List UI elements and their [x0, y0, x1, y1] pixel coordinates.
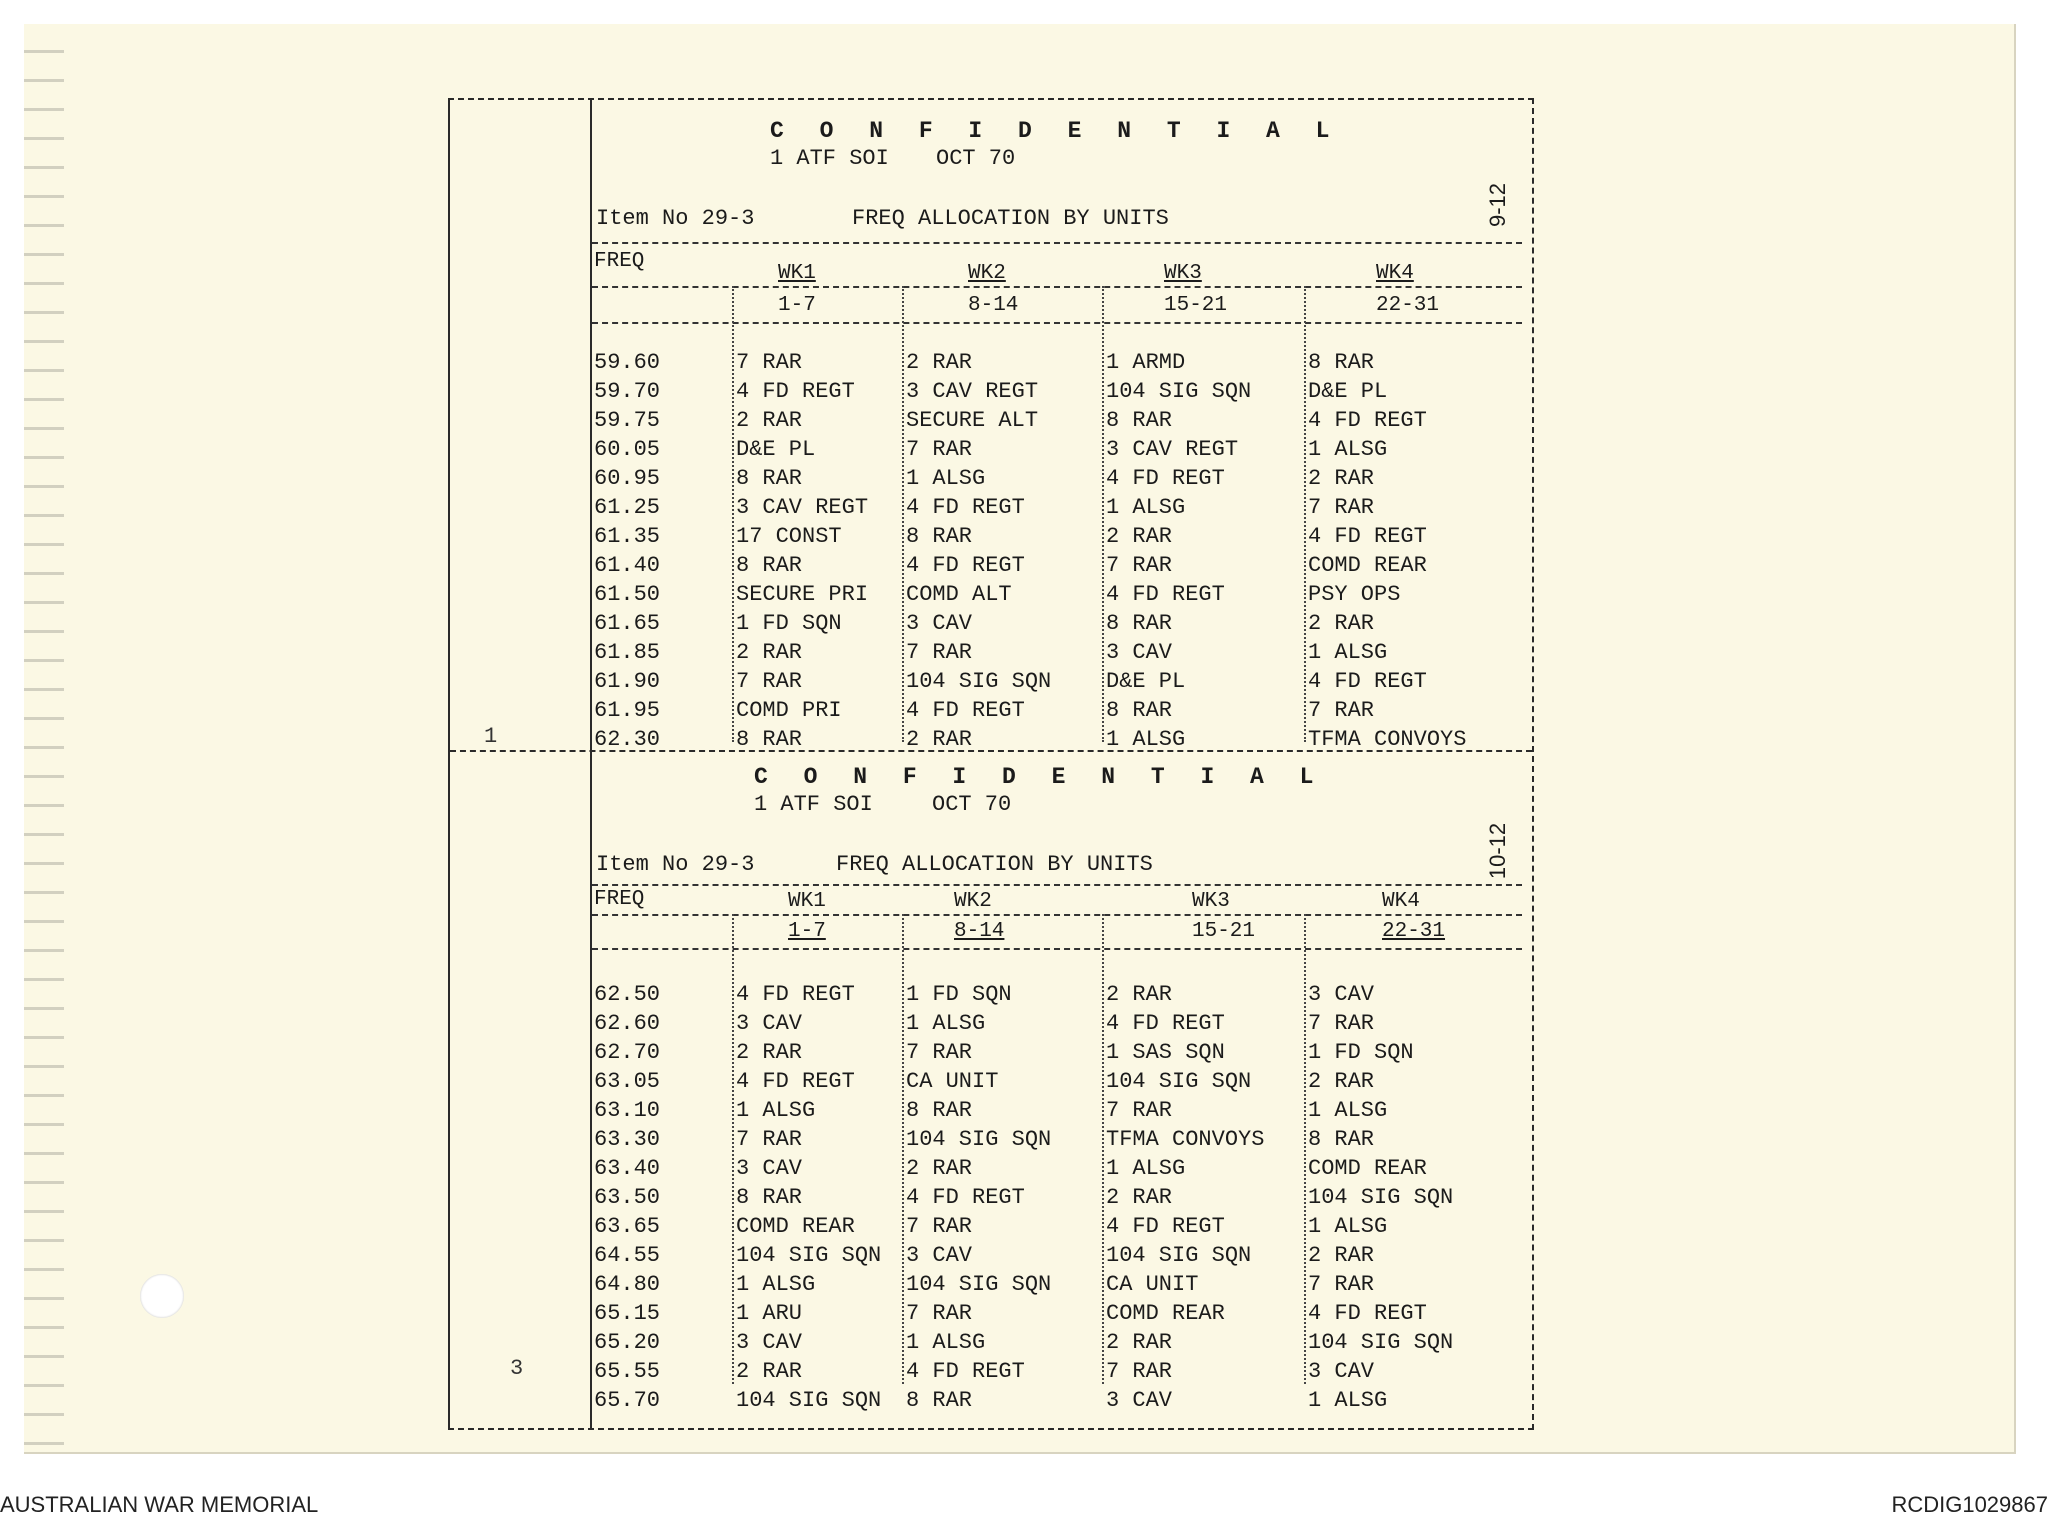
row-frequency: 59.75: [594, 408, 661, 433]
row-wk2-unit: 8 RAR: [906, 524, 973, 549]
row-wk2-unit: 104 SIG SQN: [906, 1127, 1052, 1152]
row-wk2-unit: 1 ALSG: [906, 466, 986, 491]
row-frequency: 62.70: [594, 1040, 661, 1065]
row-wk4-unit: 1 ALSG: [1308, 640, 1388, 665]
table-row: [592, 466, 1532, 495]
row-wk2-unit: 4 FD REGT: [906, 495, 1025, 520]
row-frequency: 63.10: [594, 1098, 661, 1123]
row-wk2-unit: 1 FD SQN: [906, 982, 1012, 1007]
row-wk4-unit: 1 ALSG: [1308, 437, 1388, 462]
row-wk4-unit: 1 ALSG: [1308, 1214, 1388, 1239]
row-wk4-unit: TFMA CONVOYS: [1308, 727, 1467, 752]
row-wk3-unit: 2 RAR: [1106, 1185, 1173, 1210]
row-wk2-unit: 3 CAV: [906, 611, 973, 636]
row-wk1-unit: 1 ARU: [736, 1301, 803, 1326]
row-wk1-unit: 4 FD REGT: [736, 379, 855, 404]
row-wk4-unit: COMD REAR: [1308, 1156, 1427, 1181]
row-wk4-unit: 7 RAR: [1308, 1272, 1375, 1297]
row-frequency: 65.55: [594, 1359, 661, 1384]
row-frequency: 62.50: [594, 982, 661, 1007]
table-row: [592, 1127, 1532, 1156]
row-wk2-unit: 7 RAR: [906, 1214, 973, 1239]
row-wk3-unit: 7 RAR: [1106, 553, 1173, 578]
row-frequency: 59.60: [594, 350, 661, 375]
row-wk2-unit: 4 FD REGT: [906, 553, 1025, 578]
table-row: [592, 1185, 1532, 1214]
allocation-card-1: [592, 110, 1532, 750]
range-header-4: 22-31: [1382, 920, 1446, 943]
row-wk2-unit: 4 FD REGT: [906, 1185, 1025, 1210]
row-frequency: 64.55: [594, 1243, 661, 1268]
row-wk4-unit: 4 FD REGT: [1308, 408, 1427, 433]
row-wk2-unit: 2 RAR: [906, 350, 973, 375]
row-wk4-unit: 8 RAR: [1308, 350, 1375, 375]
table-row: [592, 524, 1532, 553]
table-row: [592, 640, 1532, 669]
row-frequency: 61.65: [594, 611, 661, 636]
table-row: [592, 1301, 1532, 1330]
row-frequency: 62.60: [594, 1011, 661, 1036]
row-wk3-unit: 104 SIG SQN: [1106, 379, 1252, 404]
row-wk3-unit: 8 RAR: [1106, 611, 1173, 636]
table-row: [592, 1214, 1532, 1243]
row-frequency: 65.70: [594, 1388, 661, 1413]
table-row: [592, 1011, 1532, 1040]
row-wk2-unit: 7 RAR: [906, 640, 973, 665]
row-wk1-unit: 7 RAR: [736, 350, 803, 375]
row-wk2-unit: 104 SIG SQN: [906, 669, 1052, 694]
table-row: [592, 1156, 1532, 1185]
row-wk1-unit: 3 CAV REGT: [736, 495, 869, 520]
row-wk1-unit: COMD PRI: [736, 698, 842, 723]
row-wk2-unit: 2 RAR: [906, 1156, 973, 1181]
range-header-4: 22-31: [1376, 294, 1440, 317]
row-wk1-unit: 8 RAR: [736, 727, 803, 752]
row-wk4-unit: 8 RAR: [1308, 1127, 1375, 1152]
row-frequency: 61.95: [594, 698, 661, 723]
row-wk1-unit: 8 RAR: [736, 553, 803, 578]
row-wk4-unit: 2 RAR: [1308, 466, 1375, 491]
footer-record-id: RCDIG1029867: [1891, 1492, 2048, 1517]
row-wk4-unit: COMD REAR: [1308, 553, 1427, 578]
row-wk2-unit: 7 RAR: [906, 437, 973, 462]
row-wk4-unit: 2 RAR: [1308, 1243, 1375, 1268]
row-wk3-unit: D&E PL: [1106, 669, 1186, 694]
torn-binding-edge: [24, 24, 64, 1452]
table-row: [592, 982, 1532, 1011]
header-rule-top: [592, 242, 1522, 244]
row-wk1-unit: D&E PL: [736, 437, 816, 462]
row-wk2-unit: 3 CAV REGT: [906, 379, 1039, 404]
table-row: [592, 379, 1532, 408]
row-frequency: 62.30: [594, 727, 661, 752]
table-row: [592, 350, 1532, 379]
month-label: OCT 70: [932, 792, 1012, 817]
row-wk2-unit: 1 ALSG: [906, 1330, 986, 1355]
row-wk3-unit: TFMA CONVOYS: [1106, 1127, 1265, 1152]
row-wk1-unit: 2 RAR: [736, 408, 803, 433]
row-frequency: 63.50: [594, 1185, 661, 1210]
row-wk4-unit: PSY OPS: [1308, 582, 1401, 607]
row-wk1-unit: 2 RAR: [736, 640, 803, 665]
table-row: [592, 1098, 1532, 1127]
week-header-2: WK2: [954, 890, 992, 913]
row-wk4-unit: 1 FD SQN: [1308, 1040, 1414, 1065]
table-title: FREQ ALLOCATION BY UNITS: [836, 852, 1153, 877]
range-header-2: 8-14: [954, 920, 1005, 943]
row-wk1-unit: 4 FD REGT: [736, 1069, 855, 1094]
soi-label: 1 ATF SOI: [754, 792, 873, 817]
allocation-card-2: [592, 756, 1532, 1413]
row-wk3-unit: 2 RAR: [1106, 1330, 1173, 1355]
margin-mark-upper: 1: [484, 724, 498, 749]
row-wk3-unit: 4 FD REGT: [1106, 582, 1225, 607]
footer-credit: AUSTRALIAN WAR MEMORIAL: [0, 1492, 319, 1517]
row-wk1-unit: COMD REAR: [736, 1214, 855, 1239]
row-wk4-unit: 4 FD REGT: [1308, 669, 1427, 694]
table-row: [592, 408, 1532, 437]
row-wk2-unit: 8 RAR: [906, 1098, 973, 1123]
row-wk3-unit: COMD REAR: [1106, 1301, 1225, 1326]
row-wk3-unit: 8 RAR: [1106, 408, 1173, 433]
row-wk1-unit: SECURE PRI: [736, 582, 869, 607]
row-wk3-unit: 2 RAR: [1106, 982, 1173, 1007]
row-wk1-unit: 1 ALSG: [736, 1272, 816, 1297]
row-frequency: 63.30: [594, 1127, 661, 1152]
freq-column-header: FREQ: [594, 250, 645, 273]
row-wk1-unit: 3 CAV: [736, 1011, 803, 1036]
row-wk3-unit: 104 SIG SQN: [1106, 1243, 1252, 1268]
confidential-heading: C O N F I D E N T I A L: [754, 764, 1325, 790]
row-wk4-unit: 1 ALSG: [1308, 1098, 1388, 1123]
week-header-3: WK3: [1164, 262, 1202, 285]
row-frequency: 65.15: [594, 1301, 661, 1326]
table-row: [592, 698, 1532, 727]
row-wk3-unit: 8 RAR: [1106, 698, 1173, 723]
row-wk4-unit: 3 CAV: [1308, 1359, 1375, 1384]
table-row: [592, 1388, 1532, 1417]
range-header-1: 1-7: [778, 294, 816, 317]
row-wk3-unit: 3 CAV: [1106, 640, 1173, 665]
margin-mark-lower: 3: [510, 1356, 524, 1381]
table-row: [592, 495, 1532, 524]
row-frequency: 61.90: [594, 669, 661, 694]
row-wk4-unit: 1 ALSG: [1308, 1388, 1388, 1413]
table-title: FREQ ALLOCATION BY UNITS: [852, 206, 1169, 231]
row-frequency: 63.40: [594, 1156, 661, 1181]
row-wk2-unit: 2 RAR: [906, 727, 973, 752]
row-wk2-unit: 4 FD REGT: [906, 1359, 1025, 1384]
row-wk1-unit: 3 CAV: [736, 1330, 803, 1355]
row-frequency: 60.95: [594, 466, 661, 491]
row-wk1-unit: 8 RAR: [736, 1185, 803, 1210]
row-frequency: 61.35: [594, 524, 661, 549]
row-frequency: 61.50: [594, 582, 661, 607]
row-wk2-unit: COMD ALT: [906, 582, 1012, 607]
row-wk1-unit: 2 RAR: [736, 1359, 803, 1384]
row-wk3-unit: 4 FD REGT: [1106, 1214, 1225, 1239]
row-wk2-unit: 104 SIG SQN: [906, 1272, 1052, 1297]
row-wk2-unit: 4 FD REGT: [906, 698, 1025, 723]
row-wk4-unit: 3 CAV: [1308, 982, 1375, 1007]
table-row: [592, 611, 1532, 640]
table-row: [592, 1040, 1532, 1069]
item-line: [596, 852, 1153, 877]
freq-column-header: FREQ: [594, 888, 645, 911]
header-rule-top: [592, 884, 1522, 886]
row-frequency: 64.80: [594, 1272, 661, 1297]
row-wk1-unit: 8 RAR: [736, 466, 803, 491]
row-wk3-unit: 2 RAR: [1106, 524, 1173, 549]
row-wk2-unit: CA UNIT: [906, 1069, 999, 1094]
row-wk2-unit: 1 ALSG: [906, 1011, 986, 1036]
row-wk3-unit: CA UNIT: [1106, 1272, 1199, 1297]
row-wk4-unit: 104 SIG SQN: [1308, 1185, 1454, 1210]
row-frequency: 63.05: [594, 1069, 661, 1094]
document-page: [24, 24, 2016, 1454]
row-wk2-unit: SECURE ALT: [906, 408, 1039, 433]
range-header-3: 15-21: [1164, 294, 1228, 317]
range-header-3: 15-21: [1192, 920, 1256, 943]
row-wk4-unit: D&E PL: [1308, 379, 1388, 404]
row-wk3-unit: 1 SAS SQN: [1106, 1040, 1225, 1065]
row-frequency: 59.70: [594, 379, 661, 404]
row-wk3-unit: 104 SIG SQN: [1106, 1069, 1252, 1094]
row-wk3-unit: 1 ALSG: [1106, 727, 1186, 752]
row-wk4-unit: 4 FD REGT: [1308, 1301, 1427, 1326]
week-header-2: WK2: [968, 262, 1006, 285]
row-frequency: 63.65: [594, 1214, 661, 1239]
item-number: Item No 29-3: [596, 852, 755, 877]
table-row: [592, 727, 1532, 756]
week-header-3: WK3: [1192, 890, 1230, 913]
row-wk4-unit: 104 SIG SQN: [1308, 1330, 1454, 1355]
range-header-2: 8-14: [968, 294, 1019, 317]
table-row: [592, 1359, 1532, 1388]
row-wk4-unit: 2 RAR: [1308, 1069, 1375, 1094]
row-wk2-unit: 7 RAR: [906, 1301, 973, 1326]
row-wk1-unit: 1 ALSG: [736, 1098, 816, 1123]
row-wk1-unit: 3 CAV: [736, 1156, 803, 1181]
row-wk4-unit: 7 RAR: [1308, 495, 1375, 520]
week-header-1: WK1: [788, 890, 826, 913]
row-wk3-unit: 3 CAV: [1106, 1388, 1173, 1413]
punch-hole: [140, 1274, 184, 1318]
row-wk1-unit: 2 RAR: [736, 1040, 803, 1065]
row-wk2-unit: 3 CAV: [906, 1243, 973, 1268]
row-frequency: 65.20: [594, 1330, 661, 1355]
page-mark: 9-12: [1485, 182, 1511, 228]
row-wk1-unit: 104 SIG SQN: [736, 1243, 882, 1268]
row-wk3-unit: 7 RAR: [1106, 1359, 1173, 1384]
row-wk4-unit: 7 RAR: [1308, 1011, 1375, 1036]
table-row: [592, 669, 1532, 698]
row-wk1-unit: 1 FD SQN: [736, 611, 842, 636]
table-row: [592, 1243, 1532, 1272]
week-header-4: WK4: [1382, 890, 1420, 913]
row-wk4-unit: 2 RAR: [1308, 611, 1375, 636]
page-mark: 10-12: [1485, 822, 1511, 880]
item-line: [596, 206, 1169, 231]
row-frequency: 61.25: [594, 495, 661, 520]
table-row: [592, 582, 1532, 611]
row-wk2-unit: 8 RAR: [906, 1388, 973, 1413]
item-number: Item No 29-3: [596, 206, 755, 231]
table-row: [592, 553, 1532, 582]
row-frequency: 61.40: [594, 553, 661, 578]
week-header-4: WK4: [1376, 262, 1414, 285]
row-wk1-unit: 17 CONST: [736, 524, 842, 549]
row-wk4-unit: 4 FD REGT: [1308, 524, 1427, 549]
row-wk1-unit: 7 RAR: [736, 669, 803, 694]
row-frequency: 61.85: [594, 640, 661, 665]
row-wk3-unit: 3 CAV REGT: [1106, 437, 1239, 462]
table-row: [592, 437, 1532, 466]
row-wk3-unit: 1 ALSG: [1106, 1156, 1186, 1181]
row-wk4-unit: 7 RAR: [1308, 698, 1375, 723]
row-wk1-unit: 4 FD REGT: [736, 982, 855, 1007]
table-row: [592, 1069, 1532, 1098]
row-wk3-unit: 4 FD REGT: [1106, 1011, 1225, 1036]
typed-sheet: [448, 98, 1534, 1430]
row-wk2-unit: 7 RAR: [906, 1040, 973, 1065]
table-row: [592, 1272, 1532, 1301]
soi-label: 1 ATF SOI: [770, 146, 889, 171]
row-wk1-unit: 7 RAR: [736, 1127, 803, 1152]
row-wk3-unit: 7 RAR: [1106, 1098, 1173, 1123]
confidential-heading: C O N F I D E N T I A L: [770, 118, 1341, 144]
month-label: OCT 70: [936, 146, 1016, 171]
row-wk1-unit: 104 SIG SQN: [736, 1388, 882, 1413]
row-frequency: 60.05: [594, 437, 661, 462]
row-wk3-unit: 1 ALSG: [1106, 495, 1186, 520]
row-wk3-unit: 1 ARMD: [1106, 350, 1186, 375]
table-row: [592, 1330, 1532, 1359]
week-header-1: WK1: [778, 262, 816, 285]
range-header-1: 1-7: [788, 920, 826, 943]
row-wk3-unit: 4 FD REGT: [1106, 466, 1225, 491]
